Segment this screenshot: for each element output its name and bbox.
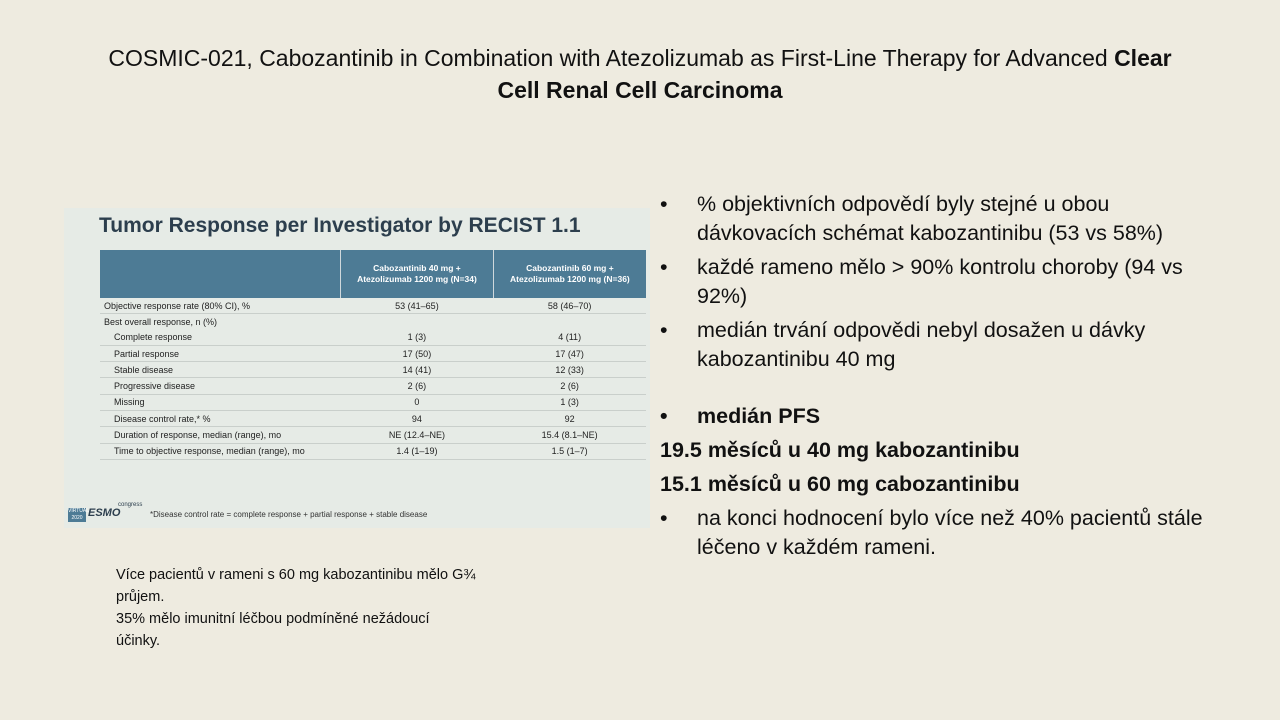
table-row [100, 345, 646, 361]
header-cell-60mg: Cabozantinib 60 mg + Atezolizumab 1200 mg (N=36) [493, 250, 646, 298]
table-row [100, 394, 646, 410]
row-value-40mg: 94 [341, 411, 494, 427]
row-value-60mg [493, 314, 646, 330]
row-value-40mg: 1.4 (1–19) [341, 443, 494, 459]
row-label: Best overall response, n (%) [104, 316, 218, 327]
table-row [100, 362, 646, 378]
row-value-40mg: 53 (41–65) [341, 298, 494, 314]
table-header-row [100, 250, 646, 298]
row-value-60mg: 58 (46–70) [493, 298, 646, 314]
side-note-line: účinky. [116, 633, 161, 649]
row-label: Partial response [100, 345, 341, 361]
finding-bullet-orr: • % objektivních odpovědí byly stejné u obou dávkovacích schémat kabozantinibu (53 vs 58%) [660, 190, 1220, 248]
table-row [100, 298, 646, 314]
row-value-40mg: 14 (41) [341, 362, 494, 378]
side-note-line: průjem. [116, 589, 165, 605]
row-label: Progressive disease [100, 378, 341, 394]
response-table [100, 250, 646, 460]
row-value-60mg: 1 (3) [493, 394, 646, 410]
table-row [100, 314, 646, 330]
pfs-line-40mg: 19.5 měsíců u 40 mg kabozantinibu [660, 438, 1020, 462]
row-value-40mg: 0 [341, 394, 494, 410]
esmo-logo [68, 502, 143, 524]
slide-title [60, 42, 1220, 106]
key-findings [660, 190, 1220, 562]
row-value-60mg: 12 (33) [493, 362, 646, 378]
row-value-40mg: 2 (6) [341, 378, 494, 394]
header-cell-40mg: Cabozantinib 40 mg + Atezolizumab 1200 mg (N=34) [341, 250, 494, 298]
side-note [116, 564, 556, 652]
row-value-40mg: 1 (3) [341, 330, 494, 346]
esmo-logo-sub: congress [118, 502, 143, 508]
row-label: Objective response rate (80% CI), % [100, 298, 341, 314]
row-value-60mg: 15.4 (8.1–NE) [493, 427, 646, 443]
table-row [100, 330, 646, 346]
side-note-line: 35% mělo imunitní léčbou podmíněné nežádoucí [116, 611, 430, 627]
title-normal: COSMIC-021, Cabozantinib in Combination with Atezolizumab as First-Line Therapy for Advanced [108, 45, 1115, 71]
row-label: Missing [100, 394, 341, 410]
finding-bullet-dcr: • každé rameno mělo > 90% kontrolu choroby (94 vs 92%) [660, 253, 1220, 311]
row-label: Complete response [100, 330, 341, 346]
finding-bullet-dor: • medián trvání odpovědi nebyl dosažen u dávky kabozantinibu 40 mg [660, 316, 1220, 374]
row-label: Disease control rate,* % [100, 411, 341, 427]
table-row [100, 378, 646, 394]
header-cell-label [100, 250, 341, 298]
table-footnote: *Disease control rate = complete response + partial response + stable disease [150, 510, 428, 519]
row-label: Stable disease [100, 362, 341, 378]
title-bold-1: Clear [1114, 45, 1172, 71]
row-label: Time to objective response, median (range), mo [100, 443, 341, 459]
finding-bullet-treatment: • na konci hodnocení bylo více než 40% pacientů stále léčeno v každém rameni. [660, 504, 1220, 562]
title-bold-2: Cell Renal Cell Carcinoma [497, 77, 783, 103]
row-value-60mg: 92 [493, 411, 646, 427]
row-value-60mg: 4 (11) [493, 330, 646, 346]
table-row [100, 411, 646, 427]
table-heading: Tumor Response per Investigator by RECIST 1.1 [99, 214, 581, 237]
pfs-heading: • medián PFS [660, 402, 1220, 431]
esmo-logo-mark: VIRTUAL 2020 [68, 508, 90, 521]
row-value-40mg: NE (12.4–NE) [341, 427, 494, 443]
row-value-40mg: 17 (50) [341, 345, 494, 361]
pfs-line-60mg: 15.1 měsíců u 60 mg cabozantinibu [660, 472, 1020, 496]
table-row [100, 427, 646, 443]
row-value-60mg: 2 (6) [493, 378, 646, 394]
table-row [100, 443, 646, 459]
row-value-60mg: 1.5 (1–7) [493, 443, 646, 459]
row-value-40mg [341, 314, 494, 330]
row-label: Duration of response, median (range), mo [100, 427, 341, 443]
tumor-response-table-image [64, 208, 650, 528]
esmo-logo-text: ESMO [88, 507, 121, 519]
side-note-line: Více pacientů v rameni s 60 mg kabozantinibu mělo G¾ [116, 567, 476, 583]
row-value-60mg: 17 (47) [493, 345, 646, 361]
